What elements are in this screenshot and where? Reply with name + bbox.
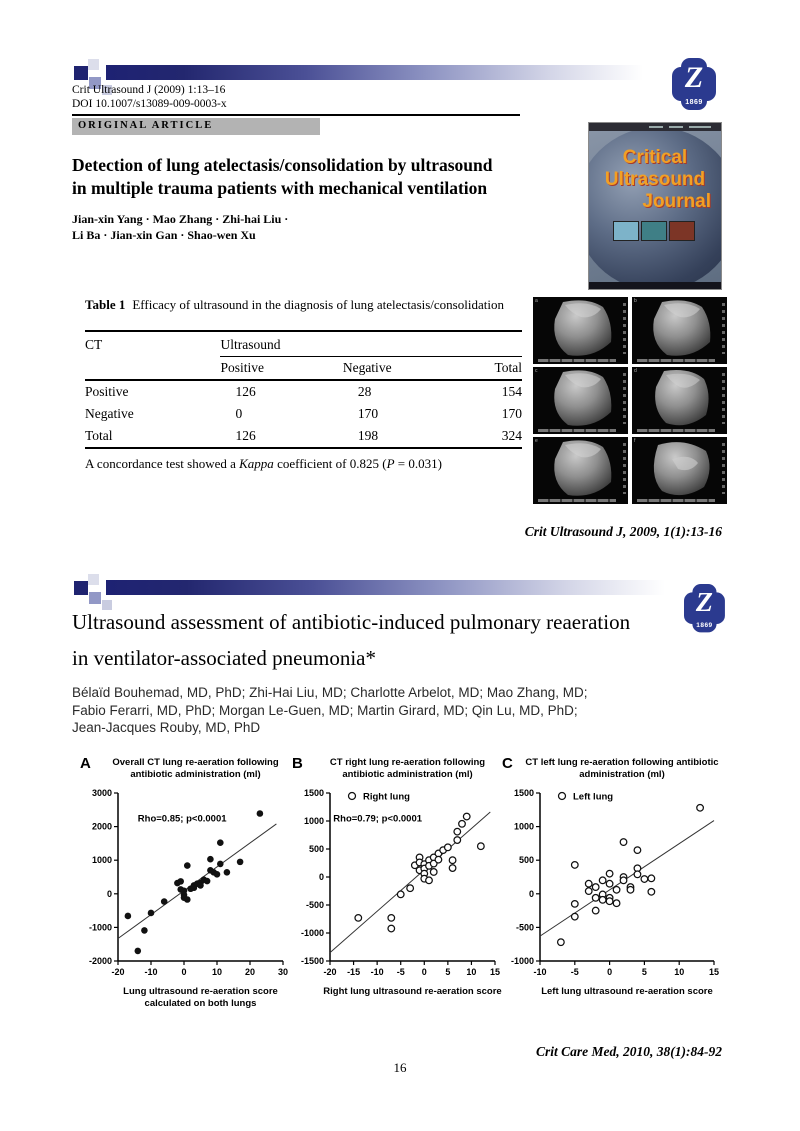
article2-authors-line1: Bélaïd Bouhemad, MD, PhD; Zhi-Hai Liu, MD; Charlotte Arbelot, MD; Mao Zhang, MD; [72, 685, 588, 700]
article2-title-line1: Ultrasound assessment of antibiotic-induced pulmonary reaeration [72, 610, 631, 634]
ultrasound-panel: f [632, 437, 727, 504]
ultrasound-panel: a [533, 297, 628, 364]
svg-text:500: 500 [518, 855, 534, 866]
article2-citation: Crit Care Med, 2010, 38(1):84-92 [536, 1044, 722, 1059]
square-motif [89, 592, 101, 604]
svg-text:Right lung: Right lung [363, 791, 410, 803]
svg-text:-500: -500 [305, 900, 324, 910]
svg-text:-5: -5 [570, 967, 579, 977]
doi-line: DOI 10.1007/s13089-009-0003-x [72, 98, 227, 110]
cover-thumbnails [613, 221, 695, 241]
ultrasound-panel: d [632, 367, 727, 434]
svg-text:Rho=0.79; p<0.0001: Rho=0.79; p<0.0001 [333, 813, 423, 825]
article2-title [72, 604, 692, 676]
column-header: Positive [220, 357, 342, 381]
svg-text:20: 20 [244, 967, 256, 977]
ultrasound-panel: e [533, 437, 628, 504]
header-rule [72, 114, 520, 116]
svg-text:0: 0 [106, 888, 112, 899]
svg-text:-1000: -1000 [300, 928, 324, 938]
svg-text:15: 15 [708, 967, 720, 977]
table-row: Total 126 198 324 [85, 425, 522, 448]
svg-text:Left lung: Left lung [573, 791, 614, 803]
svg-text:1000: 1000 [513, 821, 534, 832]
svg-text:-1000: -1000 [510, 956, 534, 966]
svg-text:10: 10 [466, 967, 477, 977]
ultrasound-panel: b [632, 297, 727, 364]
svg-text:-1500: -1500 [300, 956, 324, 966]
panel-letter: B [292, 755, 303, 772]
article2-title-line2: in ventilator-associated pneumonia* [72, 646, 376, 670]
article1-authors-line2: Li Ba · Jian-xin Gan · Shao-wen Xu [72, 228, 256, 242]
svg-text:-10: -10 [370, 967, 384, 977]
article2-authors-line3: Jean-Jacques Rouby, MD, PhD [72, 720, 261, 735]
ultrasound-image-grid [533, 297, 727, 504]
z-logo-letter: Z [684, 61, 704, 94]
scatter-plot-right-lung [290, 785, 503, 985]
svg-text:0: 0 [607, 967, 613, 977]
svg-text:1500: 1500 [513, 788, 534, 798]
svg-text:-15: -15 [347, 967, 361, 977]
svg-text:-500: -500 [515, 922, 534, 933]
svg-text:0: 0 [421, 967, 427, 977]
svg-text:0: 0 [318, 872, 324, 882]
svg-text:1000: 1000 [91, 855, 112, 866]
article1-citation: Crit Ultrasound J, 2009, 1(1):13-16 [524, 524, 722, 539]
table-row: Negative 0 170 170 [85, 406, 522, 421]
page-number: 16 [393, 1060, 407, 1075]
article2-authors [72, 684, 587, 737]
svg-text:-2000: -2000 [88, 956, 112, 966]
square-motif [74, 581, 88, 595]
article1-title-line2: in multiple trauma patients with mechanical ventilation [72, 178, 488, 198]
ultrasound-panel: c [533, 367, 628, 434]
panel-letter: A [80, 755, 91, 772]
chart-title: CT left lung re-aeration following antibiotic administration (ml) [525, 757, 719, 781]
svg-text:500: 500 [308, 844, 324, 854]
svg-text:-20: -20 [323, 967, 337, 977]
chart-title: CT right lung re-aeration following antibiotic administration (ml) [329, 757, 486, 781]
svg-text:-1000: -1000 [88, 922, 112, 933]
cover-title: Critical Ultrasound Journal [604, 147, 711, 213]
svg-text:-20: -20 [111, 967, 125, 977]
scatter-plot-left-lung [500, 785, 722, 985]
journal-reference-line: Crit Ultrasound J (2009) 1:13–16 [72, 84, 226, 96]
table-1 [85, 296, 522, 472]
z-logo-letter: Z [695, 586, 713, 618]
svg-text:-10: -10 [533, 967, 547, 977]
square-motif [74, 66, 88, 80]
column-header: Negative [343, 357, 457, 381]
article1-title-line1: Detection of lung atelectasis/consolidation by ultrasound [72, 155, 493, 175]
column-header: Total [456, 357, 522, 381]
chart-panel-a [78, 757, 291, 1010]
table-caption: Table 1 Efficacy of ultrasound in the diagnosis of lung atelectasis/consolidation [85, 297, 504, 312]
svg-text:15: 15 [489, 967, 501, 977]
journal-cover-image [588, 122, 722, 290]
scatter-plot-overall [78, 785, 291, 985]
cover-header-strip [589, 123, 721, 131]
table-row: Positive 126 28 154 [85, 384, 522, 399]
svg-text:1500: 1500 [303, 788, 324, 798]
table-row-header: CT [85, 337, 103, 352]
article2-authors-line2: Fabio Ferarri, MD, PhD; Morgan Le-Guen, MD; Martin Girard, MD; Qin Lu, MD, PhD; [72, 702, 578, 718]
svg-text:10: 10 [211, 967, 223, 977]
svg-text:30: 30 [277, 967, 289, 977]
article1-title [72, 154, 612, 200]
square-motif [88, 574, 99, 585]
svg-text:3000: 3000 [91, 788, 112, 798]
z-logo-year: 1869 [696, 622, 713, 629]
table-column-group: Ultrasound [220, 331, 522, 357]
table-footnote: A concordance test showed a Kappa coefficient of 0.825 (P = 0.031) [85, 456, 442, 471]
svg-text:-10: -10 [144, 967, 158, 977]
svg-text:Rho=0.85; p<0.0001: Rho=0.85; p<0.0001 [137, 813, 227, 825]
chart-panel-c [500, 757, 722, 998]
article-type-badge: ORIGINAL ARTICLE [72, 118, 320, 135]
panel-letter: C [502, 755, 513, 772]
z-logo-year: 1869 [685, 99, 703, 106]
cover-bottom-strip [589, 282, 721, 289]
svg-text:5: 5 [641, 967, 647, 977]
svg-text:0: 0 [528, 888, 534, 899]
chart-title: Overall CT lung re-aeration following antibiotic administration (ml) [112, 757, 279, 781]
chart-xlabel: Lung ultrasound re-aeration score calculated on both lungs [123, 986, 278, 1009]
svg-text:10: 10 [674, 967, 685, 977]
chart-xlabel: Left lung ultrasound re-aeration score [541, 986, 713, 997]
article1-authors [72, 211, 288, 243]
svg-text:-5: -5 [396, 967, 405, 977]
article1-authors-line1: Jian-xin Yang · Mao Zhang · Zhi-hai Liu · [72, 212, 289, 226]
svg-text:2000: 2000 [91, 821, 112, 832]
svg-text:5: 5 [445, 967, 451, 977]
square-motif [88, 59, 99, 70]
svg-text:0: 0 [181, 967, 187, 977]
svg-text:1000: 1000 [303, 816, 324, 826]
chart-panel-b [290, 757, 503, 998]
journal-z-logo [672, 58, 716, 110]
chart-xlabel: Right lung ultrasound re-aeration score [323, 986, 502, 997]
